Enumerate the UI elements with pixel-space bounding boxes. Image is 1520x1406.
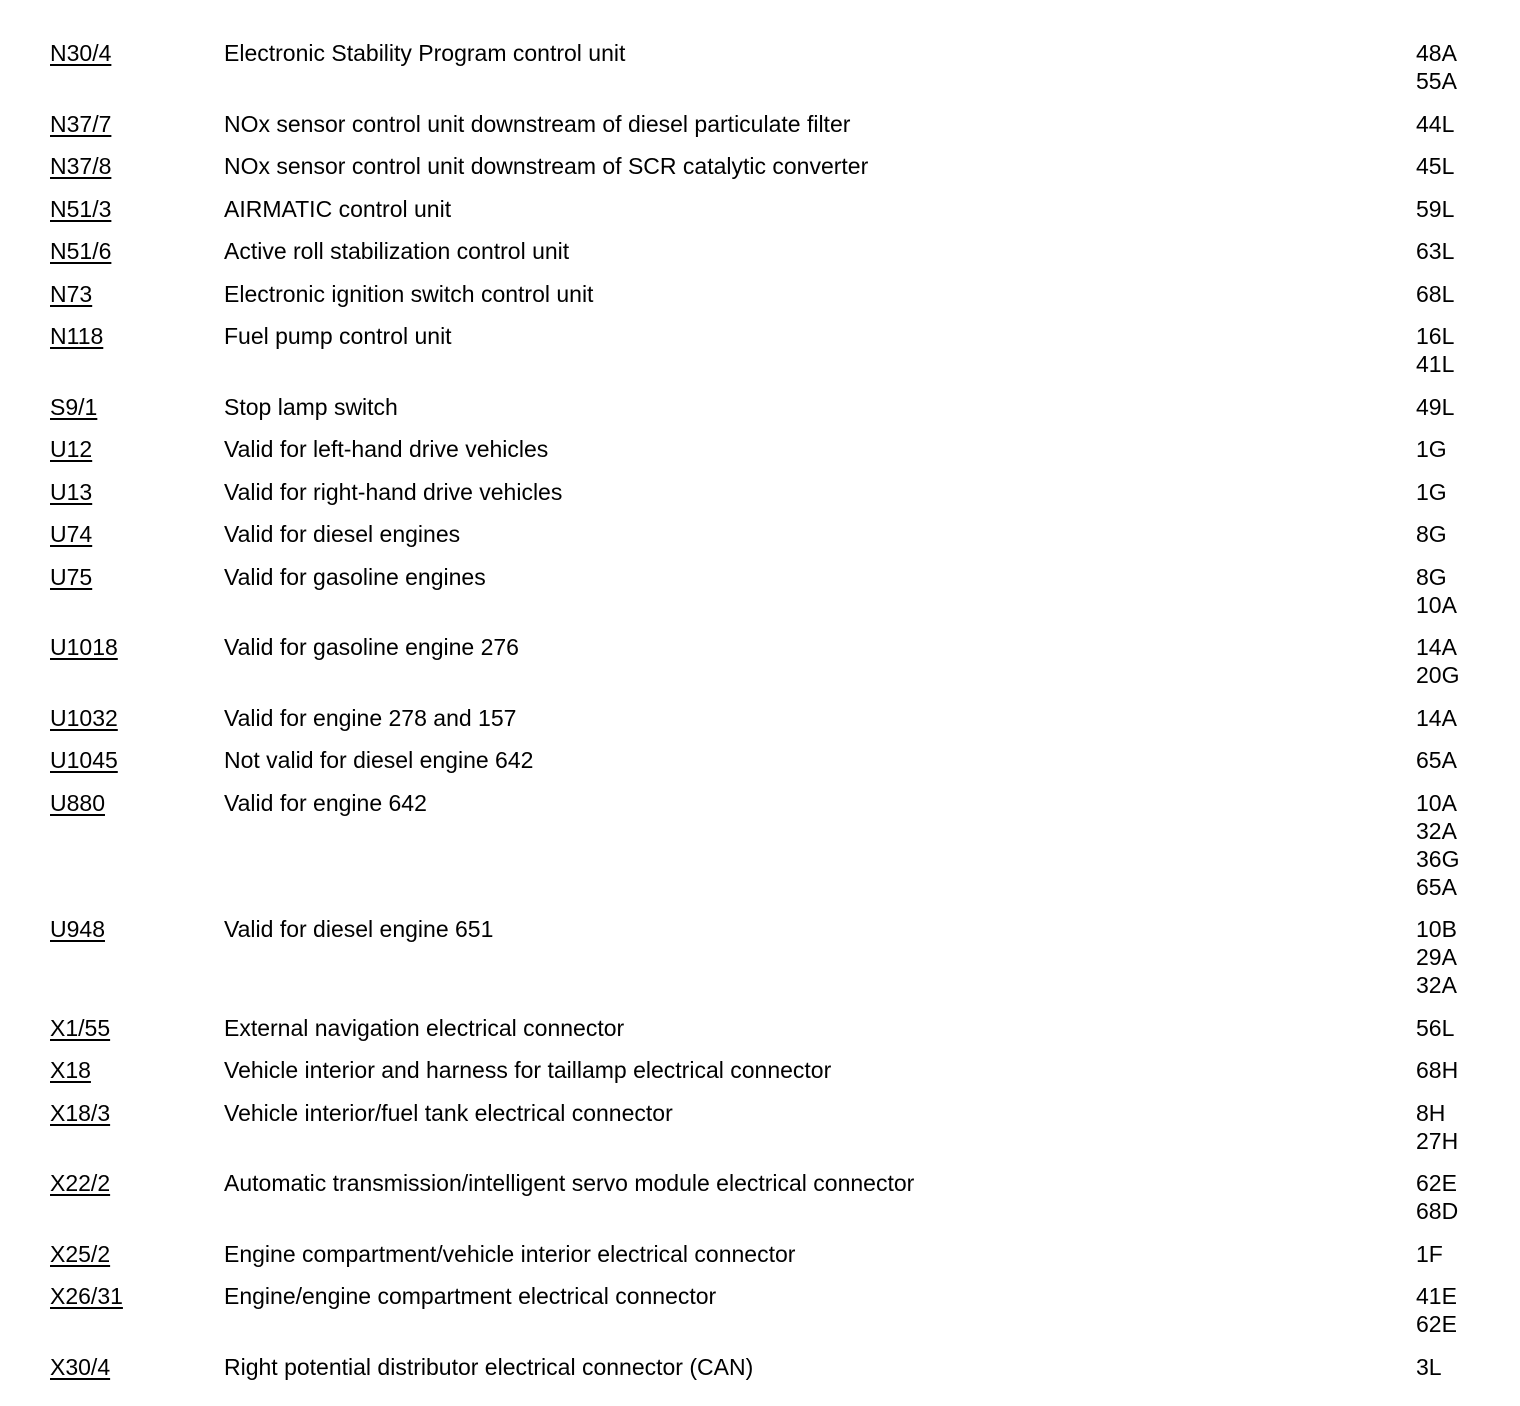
component-code-link[interactable]: X30/4 [50,1353,111,1380]
component-code-link[interactable]: U948 [50,916,105,942]
grid-reference: 48A [1416,40,1457,66]
grid-reference: 44L [1416,110,1455,137]
component-description: Valid for right-hand drive vehicles [224,478,563,505]
grid-reference: 56L [1416,1014,1455,1041]
grid-reference: 32A [1416,972,1457,998]
component-description: Valid for diesel engines [224,521,461,547]
component-description: Not valid for diesel engine 642 [224,747,534,773]
component-code-link[interactable]: S9/1 [50,393,98,420]
grid-reference: 10B [1416,916,1457,942]
component-description: Engine/engine compartment electrical connector [224,1283,717,1309]
component-description: Fuel pump control unit [224,323,452,349]
component-code-link[interactable]: X26/31 [50,1283,123,1309]
component-code-link[interactable]: X25/2 [50,1240,111,1267]
grid-reference-list [1416,110,1454,138]
grid-reference-list [1416,1169,1458,1225]
grid-reference: 65A [1416,873,1457,900]
component-description: Valid for diesel engine 651 [224,916,494,942]
grid-reference-list [1416,1282,1457,1338]
component-description: Valid for gasoline engines [224,563,486,590]
component-description: Electronic ignition switch control unit [224,280,594,307]
component-code-link[interactable]: N37/8 [50,153,112,179]
grid-reference: 68L [1416,280,1455,307]
component-description: AIRMATIC control unit [224,195,452,222]
grid-reference-list [1416,435,1447,463]
grid-reference: 62E [1416,1170,1457,1196]
component-description: Valid for engine 278 and 157 [224,704,517,731]
component-description: Valid for gasoline engine 276 [224,634,519,660]
component-code-link[interactable]: N51/6 [50,238,112,264]
grid-reference: 68D [1416,1198,1459,1224]
grid-reference: 62E [1416,1311,1457,1337]
component-description: Vehicle interior and harness for taillamp electrical connector [224,1057,832,1083]
grid-reference: 8G [1416,563,1447,590]
grid-reference: 27H [1416,1127,1459,1154]
grid-reference-list [1416,195,1454,223]
grid-reference-list [1416,322,1454,378]
grid-reference-list [1416,237,1454,265]
grid-reference: 16L [1416,323,1455,349]
grid-reference: 10A [1416,789,1457,816]
grid-reference-list [1416,520,1447,548]
grid-reference: 65A [1416,747,1457,773]
component-code-link[interactable]: X18/3 [50,1099,111,1126]
component-code-link[interactable]: X18 [50,1057,91,1083]
grid-reference-list [1416,1240,1443,1268]
grid-reference-list [1416,1353,1442,1381]
component-code-link[interactable]: U1018 [50,634,118,660]
component-code-link[interactable]: X1/55 [50,1014,111,1041]
grid-reference-list [1416,915,1457,999]
component-description: NOx sensor control unit downstream of diesel particulate filter [224,110,851,137]
grid-reference: 49L [1416,393,1455,420]
grid-reference-list [1416,39,1457,95]
grid-reference: 10A [1416,591,1457,618]
grid-reference: 45L [1416,153,1455,179]
component-code-link[interactable]: U13 [50,478,93,505]
component-code-link[interactable]: U12 [50,436,93,462]
grid-reference-list [1416,478,1447,506]
component-description: Right potential distributor electrical connector (CAN) [224,1353,754,1380]
grid-reference: 59L [1416,195,1455,222]
component-description: Valid for left-hand drive vehicles [224,436,549,462]
grid-reference: 8G [1416,521,1447,547]
grid-reference-list [1416,746,1457,774]
grid-reference-list [1416,1056,1458,1084]
grid-reference-list [1416,633,1459,689]
grid-reference-list [1416,704,1457,732]
component-code-link[interactable]: N37/7 [50,110,112,137]
component-description: Valid for engine 642 [224,789,427,816]
grid-reference: 3L [1416,1353,1442,1380]
grid-reference: 41L [1416,351,1455,377]
grid-reference-list [1416,280,1454,308]
grid-reference: 1G [1416,436,1447,462]
component-description: NOx sensor control unit downstream of SCR catalytic converter [224,153,869,179]
grid-reference: 8H [1416,1099,1446,1126]
grid-reference: 55A [1416,68,1457,94]
component-description: Active roll stabilization control unit [224,238,570,264]
component-code-link[interactable]: U880 [50,789,105,816]
component-code-link[interactable]: U1045 [50,747,118,773]
grid-reference-list [1416,789,1459,901]
component-description: Electronic Stability Program control unit [224,40,626,66]
grid-reference-list [1416,1014,1454,1042]
grid-reference: 29A [1416,944,1457,970]
component-description: Automatic transmission/intelligent servo module electrical connector [224,1170,915,1196]
component-description: Engine compartment/vehicle interior electrical connector [224,1240,796,1267]
grid-reference-list [1416,563,1457,619]
component-code-link[interactable]: U75 [50,563,93,590]
component-code-link[interactable]: N30/4 [50,40,112,66]
component-description: Stop lamp switch [224,393,398,420]
component-code-link[interactable]: X22/2 [50,1170,111,1196]
grid-reference: 36G [1416,845,1460,872]
grid-reference: 20G [1416,662,1460,688]
component-code-link[interactable]: N73 [50,280,93,307]
component-code-link[interactable]: U74 [50,521,93,547]
component-description: Vehicle interior/fuel tank electrical connector [224,1099,673,1126]
grid-reference-list [1416,393,1454,421]
grid-reference-list [1416,1099,1458,1155]
grid-reference: 1G [1416,478,1447,505]
component-code-link[interactable]: N51/3 [50,195,112,222]
grid-reference: 41E [1416,1283,1457,1309]
grid-reference-list [1416,152,1454,180]
component-code-link[interactable]: N118 [50,323,104,349]
grid-reference: 63L [1416,238,1455,264]
grid-reference: 32A [1416,817,1457,844]
grid-reference: 68H [1416,1057,1459,1083]
grid-reference: 1F [1416,1240,1443,1267]
grid-reference: 14A [1416,704,1457,731]
component-description: External navigation electrical connector [224,1014,625,1041]
component-code-link[interactable]: U1032 [50,704,118,731]
grid-reference: 14A [1416,634,1457,660]
